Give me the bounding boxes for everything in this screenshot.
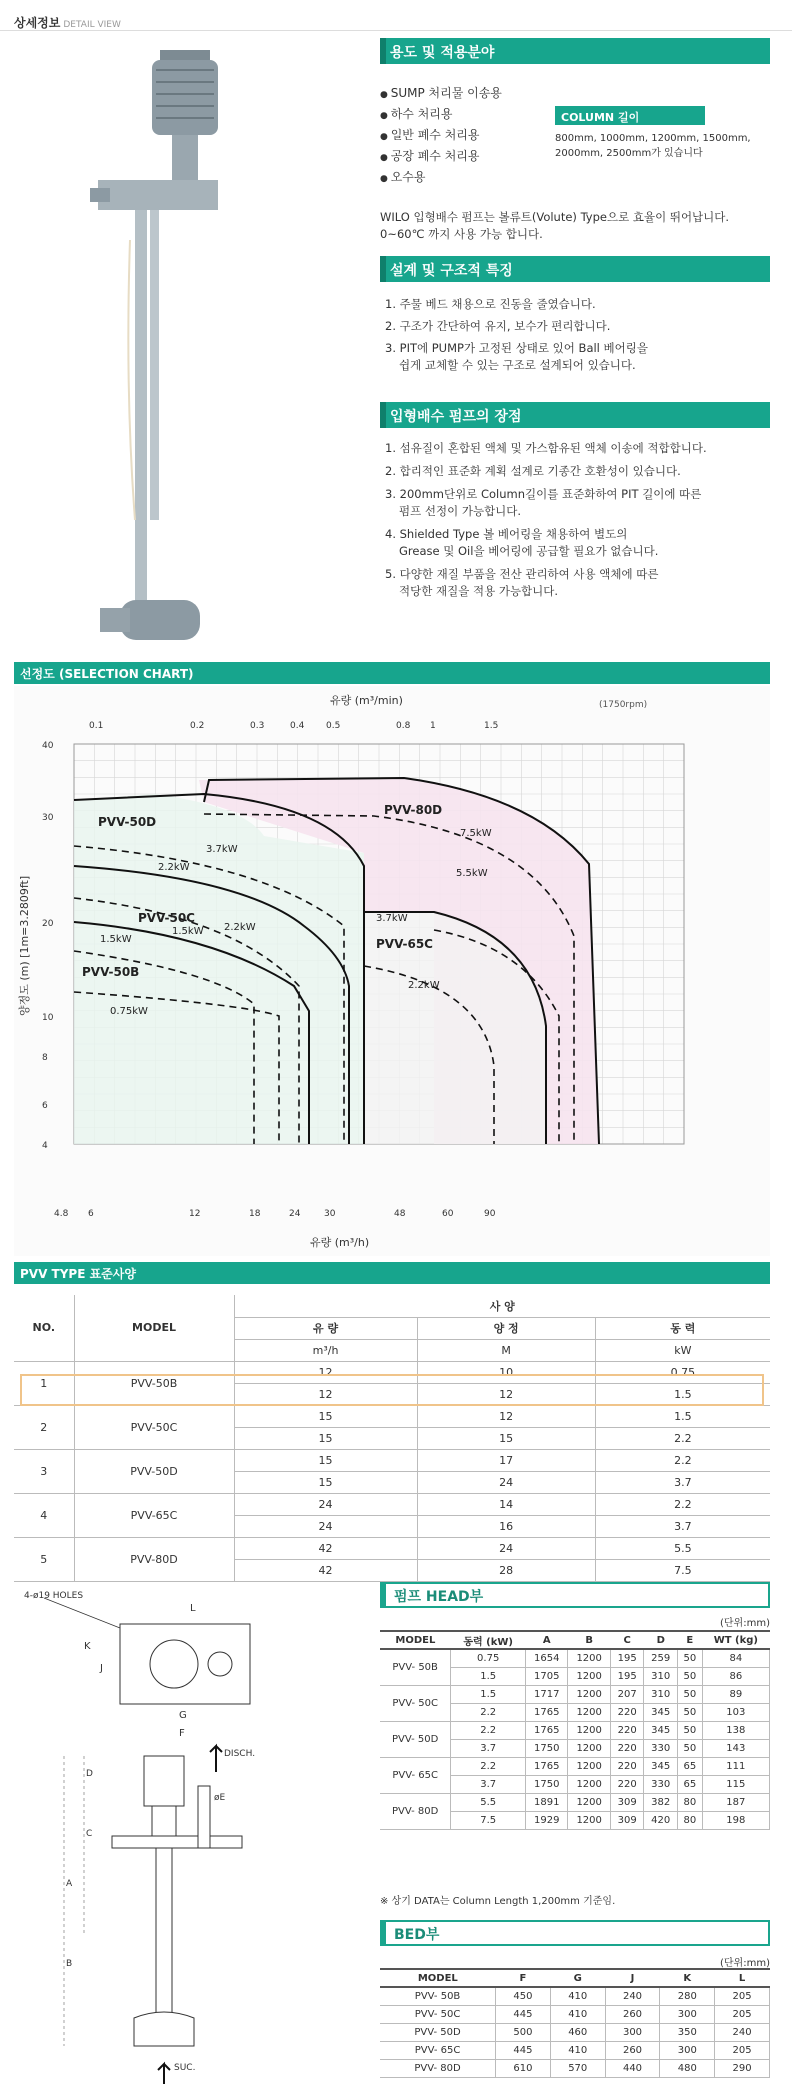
rpm-label: (1750rpm)	[599, 700, 648, 710]
column-length-note: 800mm, 1000mm, 1200mm, 1500mm, 2000mm, 2500mm가 있습니다	[555, 133, 751, 159]
svg-text:4-ø19 HOLES: 4-ø19 HOLES	[24, 1591, 84, 1601]
list-item: ● 오수용	[380, 168, 502, 189]
y-tick-label: 8	[42, 1053, 48, 1063]
table-row: 7.5 1929 1200 309 420 80 198	[380, 1811, 770, 1829]
svg-text:A: A	[66, 1879, 73, 1889]
top-tick-label: 0.8	[396, 721, 411, 731]
top-axis-label: 유량 (m³/min)	[330, 694, 403, 707]
table-row: PVV- 50C 1.5 1717 1200 207 310 50 89	[380, 1685, 770, 1703]
model-label: PVV-50B	[82, 965, 140, 979]
table-row: PVV- 80D 610 570 440 480 290	[380, 2059, 770, 2077]
x-tick-label: 6	[88, 1209, 94, 1219]
power-label: 2.2kW	[224, 922, 256, 933]
top-tick-label: 0.3	[250, 721, 265, 731]
model-label: PVV-65C	[376, 937, 433, 951]
table-row: 42 28 7.5	[14, 1559, 770, 1581]
top-tick-label: 0.2	[190, 721, 205, 731]
spec-table: NO. MODEL 사 양 유 량 양 정 동 력 m³/h M kW 1 PVV-50B 12 10 0.75 12 12 1.5 2 PVV-50C 15 12 1.5 15 15 2.2 3 PVV-50D 15 17 2.2 15 24 3.7 4 PVV-65C 24 14 2.2 24 16 3.7 5 PVV-80D 42 24 5.5 42 28 7.5	[14, 1295, 770, 1582]
bed-unit: (단위:mm)	[720, 1958, 770, 1969]
table-row: 12 12 1.5	[14, 1383, 770, 1405]
table-row: PVV- 80D 5.5 1891 1200 309 382 80 187	[380, 1793, 770, 1811]
svg-text:B: B	[66, 1959, 73, 1969]
table-row: 5 PVV-80D 42 24 5.5	[14, 1537, 770, 1559]
y-tick-label: 40	[42, 741, 54, 751]
design-list: 1. 주물 베드 채용으로 진동을 줄였습니다. 2. 구조가 간단하여 유지, 보수가 편리합니다. 3. PIT에 PUMP가 고정된 상태로 있어 Ball 베어링을 쉽게 교체할 수 있는 구조로 설계되어 있습니다.	[385, 297, 648, 372]
head-unit: (단위:mm)	[720, 1618, 770, 1629]
table-row: 15 24 3.7	[14, 1471, 770, 1493]
table-row: 3 PVV-50D 15 17 2.2	[14, 1449, 770, 1471]
table-row: 15 15 2.2	[14, 1427, 770, 1449]
model-label: PVV-50C	[138, 911, 195, 925]
x-axis-label: 유량 (m³/h)	[310, 1236, 370, 1249]
svg-text:SUC.: SUC.	[174, 2063, 196, 2073]
bed-title: BED부	[380, 1920, 770, 1946]
x-tick-label: 30	[324, 1209, 336, 1219]
merits-list: 1. 섬유질이 혼합된 액체 및 가스함유된 액체 이송에 적합합니다. 2. 합리적인 표준화 계획 설계로 기종간 호환성이 있습니다. 3. 200mm단위로 Column길이를 표준화하여 PIT 길이에 따른 펌프 선정이 가능합니다. 4. Shielded Type 볼 베어링을 채용하여 별도의 Grease 및 Oil을 베어링에 공급할 필요가 없습니다. 5. 다양한 재질 부품을 전산 관리하여 사용 액체에 따른 적당한 재질을 적용 가능합니다.	[385, 441, 707, 598]
column-length-title: COLUMN 길이	[555, 106, 705, 125]
page-header: 상세정보 DETAIL VIEW	[14, 16, 121, 30]
table-row: 4 PVV-65C 24 14 2.2	[14, 1493, 770, 1515]
svg-text:C: C	[86, 1829, 93, 1839]
list-item: ● 일반 폐수 처리용	[380, 126, 502, 147]
x-tick-label: 48	[394, 1209, 406, 1219]
power-label: 2.2kW	[408, 980, 440, 991]
usage-title: 용도 및 적용분야	[380, 38, 770, 64]
svg-text:D: D	[86, 1769, 93, 1779]
list-item: ● SUMP 처리물 이송용	[380, 84, 502, 105]
model-label: PVV-80D	[384, 803, 443, 817]
svg-text:øE: øE	[214, 1793, 226, 1803]
table-row: 1.5 1705 1200 195 310 50 86	[380, 1667, 770, 1685]
table-row: 3.7 1750 1200 220 330 50 143	[380, 1739, 770, 1757]
dimension-drawing	[24, 1586, 324, 2086]
x-tick-label: 90	[484, 1209, 496, 1219]
pump-photo	[90, 40, 290, 660]
highlight-row	[20, 1374, 764, 1406]
top-tick-label: 0.4	[290, 721, 305, 731]
svg-text:K: K	[84, 1641, 91, 1652]
power-label: 7.5kW	[460, 828, 492, 839]
head-table: MODEL 동력 (kW) A B C D E WT (kg) PVV- 50B 0.75 1654 1200 195 259 50 84 1.5 1705 1200 195 310 50 86 PVV- 50C 1.5 1717 1200 207 310 50 89 2.2 1765 1200 220 345 50 103 PVV- 50D 2.2 1765 1200 220 345 50 138 3.7 1750 1200 220 330 50 143 PVV- 65C 2.2 1765 1200 220 345 65 111 3.7 1750 1200 220 330 65 115 PVV- 80D 5.5 1891 1200 309 382 80 187 7.5 1929 1200 309 420 80 198	[380, 1630, 770, 1830]
power-label: 5.5kW	[456, 868, 488, 879]
list-item: ● 공장 폐수 처리용	[380, 147, 502, 168]
table-row: 2.2 1765 1200 220 345 50 103	[380, 1703, 770, 1721]
intro-text: WILO 입형배수 펌프는 볼류트(Volute) Type으로 효율이 뛰어납니다. 0~60℃ 까지 사용 가능 합니다.	[380, 210, 730, 241]
x-tick-label: 60	[442, 1209, 454, 1219]
svg-text:J: J	[100, 1663, 103, 1674]
spec-title: PVV TYPE 표준사양	[14, 1262, 770, 1284]
merits-title: 입형배수 펌프의 장점	[380, 402, 770, 428]
table-row: PVV- 50C 445 410 260 300 205	[380, 2005, 770, 2023]
top-tick-label: 1.5	[484, 721, 499, 731]
table-row: PVV- 50B 0.75 1654 1200 195 259 50 84	[380, 1649, 770, 1667]
power-label: 1.5kW	[172, 926, 204, 937]
table-row: PVV- 50B 450 410 240 280 205	[380, 1987, 770, 2005]
power-label: 3.7kW	[376, 913, 408, 924]
x-tick-label: 18	[249, 1209, 261, 1219]
table-row: PVV- 50D 2.2 1765 1200 220 345 50 138	[380, 1721, 770, 1739]
table-row: 1 PVV-50B 12 10 0.75	[14, 1361, 770, 1383]
table-row: PVV- 50D 500 460 300 350 240	[380, 2023, 770, 2041]
svg-text:DISCH.: DISCH.	[224, 1749, 256, 1759]
svg-text:F: F	[179, 1728, 185, 1739]
y-tick-label: 20	[42, 919, 54, 929]
table-row: 3.7 1750 1200 220 330 65 115	[380, 1775, 770, 1793]
power-label: 0.75kW	[110, 1006, 148, 1017]
top-tick-label: 0.1	[89, 721, 104, 731]
selection-chart	[14, 686, 770, 1256]
y-axis-label: 양정도 (m) [1m=3.2809ft]	[18, 875, 31, 1016]
table-row: PVV- 65C 2.2 1765 1200 220 345 65 111	[380, 1757, 770, 1775]
y-tick-label: 30	[42, 813, 54, 823]
top-tick-label: 1	[430, 721, 436, 731]
top-tick-label: 0.5	[326, 721, 341, 731]
svg-text:G: G	[179, 1710, 187, 1721]
divider	[0, 30, 792, 31]
x-tick-label: 24	[289, 1209, 301, 1219]
x-tick-label: 4.8	[54, 1209, 69, 1219]
y-tick-label: 10	[42, 1013, 54, 1023]
power-label: 1.5kW	[100, 934, 132, 945]
head-note: ※ 상기 DATA는 Column Length 1,200mm 기준임.	[380, 1896, 616, 1907]
list-item: ● 하수 처리용	[380, 105, 502, 126]
head-title: 펌프 HEAD부	[380, 1582, 770, 1608]
svg-text:L: L	[190, 1603, 196, 1614]
selection-chart-title: 선정도 (SELECTION CHART)	[14, 662, 770, 684]
y-tick-label: 6	[42, 1101, 48, 1111]
power-label: 3.7kW	[206, 844, 238, 855]
usage-list	[380, 84, 502, 189]
bed-table: MODEL F G J K L PVV- 50B 450 410 240 280 205 PVV- 50C 445 410 260 300 205 PVV- 50D 500 460 300 350 240 PVV- 65C 445 410 260 300 205 PVV- 80D 610 570 440 480 290	[380, 1968, 770, 2078]
power-label: 2.2kW	[158, 862, 190, 873]
table-row: 24 16 3.7	[14, 1515, 770, 1537]
model-label: PVV-50D	[98, 815, 157, 829]
x-tick-label: 12	[189, 1209, 201, 1219]
y-tick-label: 4	[42, 1141, 48, 1151]
table-row: PVV- 65C 445 410 260 300 205	[380, 2041, 770, 2059]
table-row: 2 PVV-50C 15 12 1.5	[14, 1405, 770, 1427]
design-title: 설계 및 구조적 특징	[380, 256, 770, 282]
